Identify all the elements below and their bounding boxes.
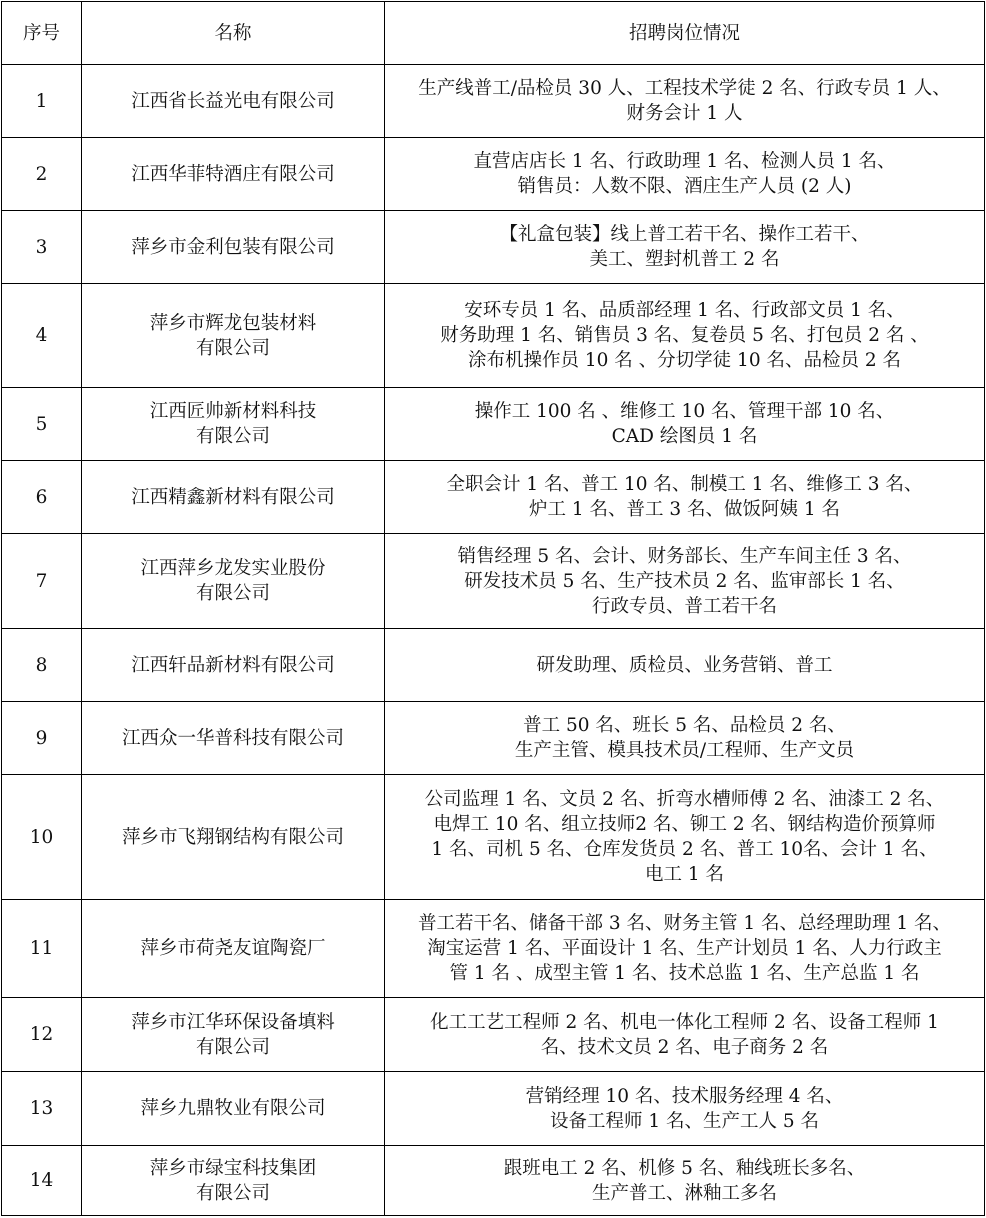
company-name: 江西精鑫新材料有限公司	[82, 461, 385, 534]
row-no: 11	[2, 900, 82, 998]
row-no: 8	[2, 629, 82, 702]
job-positions: 销售经理 5 名、会计、财务部长、生产车间主任 3 名、 研发技术员 5 名、生产技术员 2 名、监审部长 1 名、 行政专员、普工若干名	[385, 534, 985, 629]
job-positions: 普工 50 名、班长 5 名、品检员 2 名、 生产主管、模具技术员/工程师、生产文员	[385, 702, 985, 775]
job-positions: 操作工 100 名 、维修工 10 名、管理干部 10 名、 CAD 绘图员 1 名	[385, 388, 985, 461]
table-row	[2, 775, 985, 900]
job-positions: 全职会计 1 名、普工 10 名、制模工 1 名、维修工 3 名、 炉工 1 名、普工 3 名、做饭阿姨 1 名	[385, 461, 985, 534]
table-row	[2, 138, 985, 211]
company-name: 萍乡市荷尧友谊陶瓷厂	[82, 900, 385, 998]
table-row	[2, 998, 985, 1072]
job-positions: 跟班电工 2 名、机修 5 名、釉线班长多名、 生产普工、淋釉工多名	[385, 1146, 985, 1216]
table-row	[2, 388, 985, 461]
job-positions: 普工若干名、储备干部 3 名、财务主管 1 名、总经理助理 1 名、 淘宝运营 1 名、平面设计 1 名、生产计划员 1 名、人力行政主 管 1 名 、成型主管 1 名、技术总监 1 名、生产总监 1 名	[385, 900, 985, 998]
company-name: 江西萍乡龙发实业股份 有限公司	[82, 534, 385, 629]
row-no: 4	[2, 284, 82, 388]
table-row	[2, 461, 985, 534]
job-positions: 公司监理 1 名、文员 2 名、折弯水槽师傅 2 名、油漆工 2 名、 电焊工 10 名、组立技师2 名、铆工 2 名、钢结构造价预算师 1 名、司机 5 名、仓库发货员 2 名、普工 10名、会计 1 名、 电工 1 名	[385, 775, 985, 900]
table-row	[2, 65, 985, 138]
row-no: 6	[2, 461, 82, 534]
recruitment-table	[1, 1, 985, 1216]
row-no: 10	[2, 775, 82, 900]
company-name: 萍乡九鼎牧业有限公司	[82, 1072, 385, 1146]
row-no: 1	[2, 65, 82, 138]
job-positions: 安环专员 1 名、品质部经理 1 名、行政部文员 1 名、 财务助理 1 名、销售员 3 名、复卷员 5 名、打包员 2 名 、 涂布机操作员 10 名 、分切学徒 10 名、品检员 2 名	[385, 284, 985, 388]
table-row	[2, 211, 985, 284]
company-name: 萍乡市江华环保设备填料 有限公司	[82, 998, 385, 1072]
row-no: 12	[2, 998, 82, 1072]
row-no: 7	[2, 534, 82, 629]
company-name: 江西轩品新材料有限公司	[82, 629, 385, 702]
table-row	[2, 900, 985, 998]
header-row	[2, 2, 985, 65]
job-positions: 直营店店长 1 名、行政助理 1 名、检测人员 1 名、 销售员：人数不限、酒庄生产人员 (2 人)	[385, 138, 985, 211]
job-positions: 生产线普工/品检员 30 人、工程技术学徒 2 名、行政专员 1 人、 财务会计 1 人	[385, 65, 985, 138]
row-no: 3	[2, 211, 82, 284]
job-positions: 【礼盒包装】线上普工若干名、操作工若干、 美工、塑封机普工 2 名	[385, 211, 985, 284]
row-no: 14	[2, 1146, 82, 1216]
company-name: 萍乡市金利包装有限公司	[82, 211, 385, 284]
header-no: 序号	[2, 2, 82, 65]
table-row	[2, 1072, 985, 1146]
company-name: 江西匠帅新材料科技 有限公司	[82, 388, 385, 461]
company-name: 萍乡市绿宝科技集团 有限公司	[82, 1146, 385, 1216]
job-positions: 研发助理、质检员、业务营销、普工	[385, 629, 985, 702]
row-no: 13	[2, 1072, 82, 1146]
row-no: 5	[2, 388, 82, 461]
row-no: 9	[2, 702, 82, 775]
table-row	[2, 284, 985, 388]
header-jobs: 招聘岗位情况	[385, 2, 985, 65]
company-name: 萍乡市辉龙包装材料 有限公司	[82, 284, 385, 388]
company-name: 萍乡市飞翔钢结构有限公司	[82, 775, 385, 900]
table-row	[2, 534, 985, 629]
header-name: 名称	[82, 2, 385, 65]
table-row	[2, 1146, 985, 1216]
table-row	[2, 629, 985, 702]
company-name: 江西省长益光电有限公司	[82, 65, 385, 138]
table-row	[2, 702, 985, 775]
row-no: 2	[2, 138, 82, 211]
company-name: 江西华菲特酒庄有限公司	[82, 138, 385, 211]
job-positions: 化工工艺工程师 2 名、机电一体化工程师 2 名、设备工程师 1 名、技术文员 2 名、电子商务 2 名	[385, 998, 985, 1072]
company-name: 江西众一华普科技有限公司	[82, 702, 385, 775]
job-positions: 营销经理 10 名、技术服务经理 4 名、 设备工程师 1 名、生产工人 5 名	[385, 1072, 985, 1146]
